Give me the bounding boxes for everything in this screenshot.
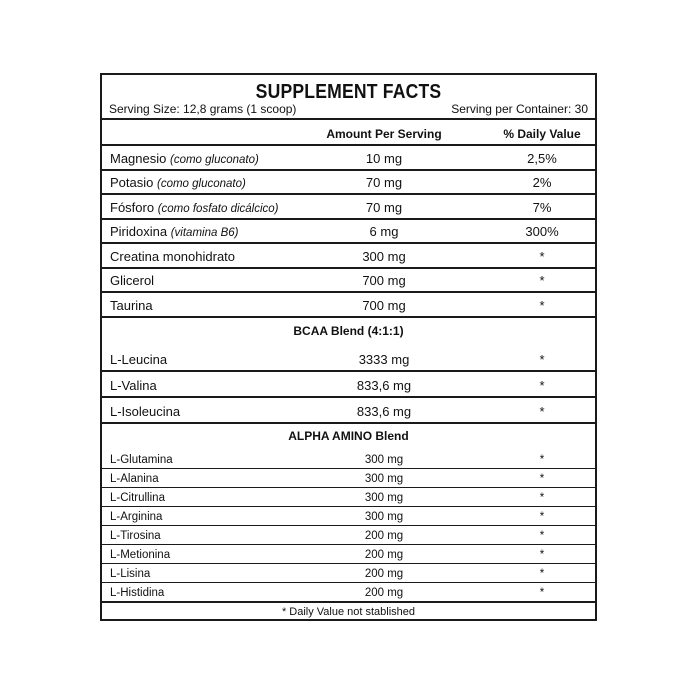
amount-per-serving: 6 mg <box>369 224 399 239</box>
column-headers <box>102 120 595 144</box>
ingredient-label: Potasio <box>110 175 154 190</box>
ingredient-label: L-Histidina <box>110 587 165 599</box>
table-row <box>102 146 595 169</box>
footnote-divider <box>102 602 595 603</box>
daily-value: * <box>539 404 545 419</box>
ingredient-label: L-Tirosina <box>110 530 161 542</box>
daily-value: * <box>539 530 545 542</box>
ingredient-name <box>110 511 162 523</box>
ingredient-label: Magnesio <box>110 150 167 166</box>
amount-per-serving: 70 mg <box>365 175 403 190</box>
ingredient-label: L-Glutamina <box>110 454 173 466</box>
table-row <box>102 244 595 267</box>
amount-per-serving: 200 mg <box>364 549 404 561</box>
daily-value: * <box>539 378 545 393</box>
table-row <box>102 195 595 218</box>
supplement-facts-panel <box>100 73 597 621</box>
footnote: * Daily Value not stablished <box>281 606 416 618</box>
ingredient-name <box>110 568 150 580</box>
daily-value: * <box>539 248 545 264</box>
amount-per-serving: 300 mg <box>362 248 406 264</box>
amount-per-serving: 300 mg <box>364 492 404 504</box>
alpha-amino-blend-title: ALPHA AMINO Blend <box>288 429 409 443</box>
daily-value: 2,5% <box>527 150 557 166</box>
serving-size: Serving Size: 12,8 grams (1 scoop) <box>109 102 297 116</box>
table-row <box>102 469 595 487</box>
table-row <box>102 220 595 243</box>
ingredient-name <box>110 249 235 264</box>
ingredient-label: L-Alanina <box>110 473 159 485</box>
ingredient-name <box>110 549 170 561</box>
amount-per-serving: 70 mg <box>365 199 403 215</box>
amount-per-serving: 200 mg <box>364 587 404 599</box>
ingredient-label: L-Valina <box>110 378 157 393</box>
ingredient-label: Glicerol <box>110 273 155 288</box>
table-row <box>102 526 595 544</box>
serving-info <box>109 102 588 116</box>
daily-value: * <box>539 511 545 523</box>
ingredient-source-note: (como gluconato) <box>157 178 246 190</box>
table-row <box>102 398 595 422</box>
ingredient-name <box>110 378 157 393</box>
ingredient-name <box>110 352 167 367</box>
amount-per-serving: 300 mg <box>364 473 404 485</box>
ingredient-name <box>110 404 180 419</box>
ingredient-name <box>110 587 164 599</box>
daily-value: * <box>539 587 545 599</box>
ingredient-name <box>110 473 159 485</box>
ingredient-name <box>110 454 173 466</box>
ingredient-source-note: (vitamina B6) <box>170 227 239 239</box>
panel-title: SUPPLEMENT FACTS <box>255 81 442 103</box>
daily-value-header: % Daily Value <box>503 127 581 141</box>
amount-per-serving: 10 mg <box>365 150 403 166</box>
ingredient-source-note: (como fosfato dicálcico) <box>157 202 279 215</box>
amount-per-serving: 200 mg <box>364 530 404 542</box>
ingredient-label: Creatina monohidrato <box>110 248 236 264</box>
daily-value: * <box>539 549 545 561</box>
ingredient-name <box>110 224 238 239</box>
row-divider <box>102 422 595 424</box>
ingredient-label: Taurina <box>110 297 153 313</box>
table-row <box>102 269 595 292</box>
ingredient-label: Fósforo <box>110 199 155 215</box>
daily-value: * <box>539 473 545 485</box>
bcaa-blend-title: BCAA Blend (4:1:1) <box>293 324 404 338</box>
amount-per-serving: 833,6 mg <box>356 404 412 419</box>
amount-per-serving: 700 mg <box>362 273 406 288</box>
ingredient-source-note: (como gluconato) <box>170 153 259 166</box>
daily-value: * <box>539 454 545 466</box>
ingredient-label: L-Leucina <box>110 352 168 367</box>
table-row <box>102 372 595 396</box>
table-row <box>102 507 595 525</box>
table-row <box>102 293 595 316</box>
ingredient-label: Piridoxina <box>110 224 168 239</box>
amount-per-serving: 700 mg <box>362 297 406 313</box>
amount-per-serving: 200 mg <box>364 568 404 580</box>
ingredient-name <box>110 298 153 313</box>
ingredient-name <box>110 151 259 166</box>
table-row <box>102 583 595 601</box>
ingredient-label: L-Citrullina <box>110 492 165 504</box>
table-row <box>102 346 595 370</box>
ingredient-name <box>110 273 154 288</box>
table-row <box>102 450 595 468</box>
ingredient-name <box>110 200 279 215</box>
ingredient-name <box>110 530 161 542</box>
daily-value: 7% <box>532 199 552 215</box>
ingredient-name <box>110 175 246 190</box>
amount-per-serving: 833,6 mg <box>356 378 412 393</box>
table-row <box>102 564 595 582</box>
ingredient-label: L-Lisina <box>110 568 151 580</box>
amount-per-serving: 3333 mg <box>358 352 410 367</box>
daily-value: * <box>539 492 545 504</box>
amount-per-serving: 300 mg <box>364 454 404 466</box>
table-row <box>102 488 595 506</box>
daily-value: 2% <box>532 175 552 190</box>
servings-per-container: Serving per Container: 30 <box>451 102 588 116</box>
daily-value: * <box>539 568 545 580</box>
table-row <box>102 545 595 563</box>
ingredient-label: L-Isoleucina <box>110 404 181 419</box>
daily-value: 300% <box>525 224 559 239</box>
ingredient-name <box>110 492 165 504</box>
daily-value: * <box>539 297 545 313</box>
table-row <box>102 171 595 194</box>
ingredient-label: L-Arginina <box>110 511 163 523</box>
row-divider <box>102 316 595 318</box>
amount-per-serving: 300 mg <box>364 511 404 523</box>
ingredient-label: L-Metionina <box>110 549 171 561</box>
daily-value: * <box>539 352 545 367</box>
amount-header: Amount Per Serving <box>326 127 442 141</box>
daily-value: * <box>539 273 545 288</box>
